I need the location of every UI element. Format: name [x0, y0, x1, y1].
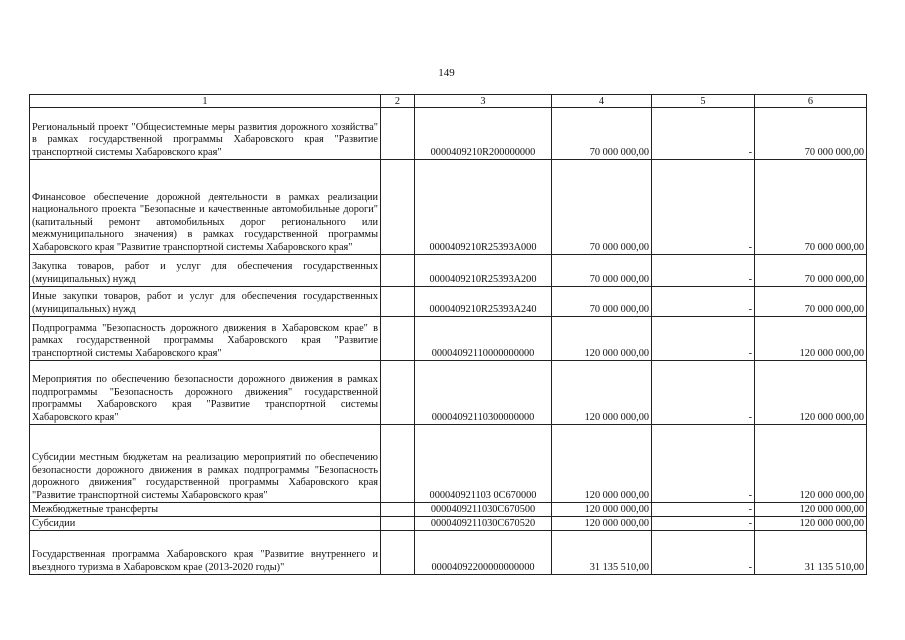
row-col4: 120 000 000,00	[552, 361, 652, 425]
row-name: Иные закупки товаров, работ и услуг для обеспечения государственных (муниципальных) нужд	[30, 287, 381, 317]
header-col-5: 5	[652, 95, 755, 108]
row-code: 00004092200000000000	[415, 531, 552, 575]
row-code: 00004092110300000000	[415, 361, 552, 425]
row-col6: 120 000 000,00	[755, 361, 867, 425]
row-name: Мероприятия по обеспечению безопасности дорожного движения в рамках подпрограммы "Безопасность дорожного движения" государственной программы Хабаровского края "Развитие транспортной системы Хабаровского края"	[30, 361, 381, 425]
row-col4: 70 000 000,00	[552, 108, 652, 160]
table-row	[30, 317, 867, 361]
row-col6: 120 000 000,00	[755, 503, 867, 517]
row-name: Субсидии	[30, 517, 381, 531]
row-col2	[381, 425, 415, 503]
row-col5: -	[652, 517, 755, 531]
row-code: 0000409210R200000000	[415, 108, 552, 160]
row-col4: 120 000 000,00	[552, 503, 652, 517]
row-col2	[381, 108, 415, 160]
row-col2	[381, 361, 415, 425]
row-col2	[381, 517, 415, 531]
row-col6: 70 000 000,00	[755, 160, 867, 255]
row-col4: 31 135 510,00	[552, 531, 652, 575]
row-col2	[381, 287, 415, 317]
row-col5: -	[652, 503, 755, 517]
row-col4: 120 000 000,00	[552, 317, 652, 361]
row-col2	[381, 317, 415, 361]
row-col4: 70 000 000,00	[552, 287, 652, 317]
row-code: 0000409211030C670500	[415, 503, 552, 517]
row-col6: 70 000 000,00	[755, 287, 867, 317]
row-col5: -	[652, 361, 755, 425]
table-row	[30, 160, 867, 255]
row-col4: 70 000 000,00	[552, 255, 652, 287]
table-row	[30, 287, 867, 317]
row-col6: 120 000 000,00	[755, 317, 867, 361]
row-code: 0000409211030C670520	[415, 517, 552, 531]
row-col4: 120 000 000,00	[552, 425, 652, 503]
budget-table	[29, 94, 867, 575]
row-col2	[381, 255, 415, 287]
row-col6: 70 000 000,00	[755, 108, 867, 160]
row-name: Государственная программа Хабаровского края "Развитие внутреннего и въездного туризма в Хабаровском крае (2013-2020 годы)"	[30, 531, 381, 575]
row-col6: 120 000 000,00	[755, 517, 867, 531]
row-col5: -	[652, 287, 755, 317]
row-col6: 31 135 510,00	[755, 531, 867, 575]
header-col-1: 1	[30, 95, 381, 108]
header-col-3: 3	[415, 95, 552, 108]
row-name: Подпрограмма "Безопасность дорожного движения в Хабаровском крае" в рамках государственной программы Хабаровского края "Развитие транспортной системы Хабаровского края"	[30, 317, 381, 361]
row-col4: 70 000 000,00	[552, 160, 652, 255]
row-col2	[381, 531, 415, 575]
row-code: 0000409210R25393A000	[415, 160, 552, 255]
row-code: 0000409210R25393A240	[415, 287, 552, 317]
row-col6: 120 000 000,00	[755, 425, 867, 503]
row-code: 0000409210R25393A200	[415, 255, 552, 287]
row-code: 00004092110000000000	[415, 317, 552, 361]
header-col-4: 4	[552, 95, 652, 108]
row-col4: 120 000 000,00	[552, 517, 652, 531]
row-code: 000040921103 0C670000	[415, 425, 552, 503]
table-row	[30, 425, 867, 503]
row-name: Финансовое обеспечение дорожной деятельности в рамках реализации национального проекта "Безопасные и качественные автомобильные дороги" (капитальный ремонт автомобильных дорог регионального или межмуниципального значения) в рамках государственной программы Хабаровского края "Развитие транспортной системы Хабаровского края"	[30, 160, 381, 255]
table-row	[30, 255, 867, 287]
table-row	[30, 531, 867, 575]
table-row	[30, 108, 867, 160]
row-name: Субсидии местным бюджетам на реализацию мероприятий по обеспечению безопасности дорожного движения в рамках подпрограммы "Безопасность дорожного движения" государственной программы Хабаровского края "Развитие транспортной системы Хабаровского края"	[30, 425, 381, 503]
header-row	[30, 95, 867, 108]
row-col6: 70 000 000,00	[755, 255, 867, 287]
row-col5: -	[652, 317, 755, 361]
row-col2	[381, 503, 415, 517]
page-number: 149	[438, 67, 455, 79]
row-col5: -	[652, 108, 755, 160]
row-name: Межбюджетные трансферты	[30, 503, 381, 517]
table-row	[30, 517, 867, 531]
row-name: Региональный проект "Общесистемные меры развития дорожного хозяйства" в рамках государственной программы Хабаровского края "Развитие транспортной системы Хабаровского края"	[30, 108, 381, 160]
table-row	[30, 361, 867, 425]
header-col-6: 6	[755, 95, 867, 108]
table-row	[30, 503, 867, 517]
row-col2	[381, 160, 415, 255]
row-col5: -	[652, 160, 755, 255]
row-col5: -	[652, 255, 755, 287]
row-name: Закупка товаров, работ и услуг для обеспечения государственных (муниципальных) нужд	[30, 255, 381, 287]
row-col5: -	[652, 531, 755, 575]
row-col5: -	[652, 425, 755, 503]
header-col-2: 2	[381, 95, 415, 108]
